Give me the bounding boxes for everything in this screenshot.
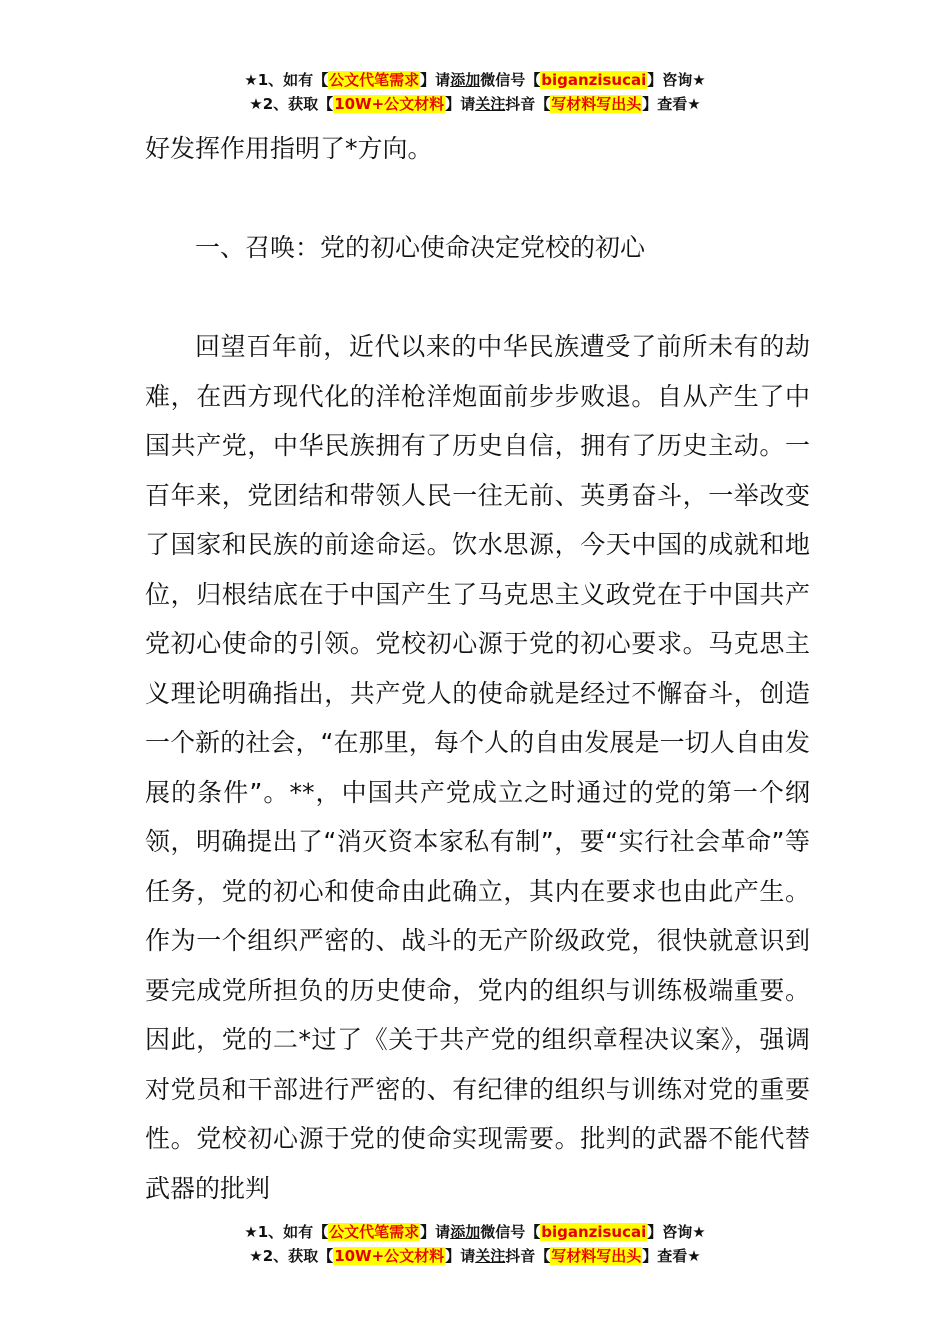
footer-line-2-prefix: ★2、获取【: [249, 1247, 334, 1265]
banner-line-2-prefix: ★2、获取【: [249, 95, 334, 113]
footer-banner-line-1: [0, 1220, 950, 1244]
footer-line-1-mid: 】请: [420, 1223, 451, 1241]
footer-highlight-materials: 10W+公文材料: [334, 1247, 445, 1265]
footer-line-2-suffix: 】查看★: [642, 1247, 701, 1265]
banner-line-2: [0, 92, 950, 116]
header-banner: [0, 68, 950, 116]
footer-highlight-douyin: 写材料写出头: [551, 1247, 642, 1265]
banner-highlight-materials: 10W+公文材料: [334, 95, 445, 113]
banner-underline-follow: 关注: [475, 95, 506, 113]
banner-line-2-suffix: 】查看★: [642, 95, 701, 113]
footer-banner: [0, 1220, 950, 1268]
banner-line-1: [0, 68, 950, 92]
banner-line-2-mid2: 抖音【: [505, 95, 551, 113]
banner-line-1-mid2: 微信号【: [480, 71, 541, 89]
footer-highlight-service: 公文代笔需求: [329, 1223, 420, 1241]
footer-underline-add: 添加: [450, 1223, 481, 1241]
footer-line-1-suffix: 】咨询★: [647, 1223, 706, 1241]
banner-line-1-prefix: ★1、如有【: [244, 71, 329, 89]
banner-highlight-douyin: 写材料写出头: [551, 95, 642, 113]
footer-line-2-mid: 】请: [445, 1247, 476, 1265]
footer-underline-follow: 关注: [475, 1247, 506, 1265]
banner-line-1-mid: 】请: [420, 71, 451, 89]
footer-line-2-mid2: 抖音【: [505, 1247, 551, 1265]
footer-line-1-mid2: 微信号【: [480, 1223, 541, 1241]
banner-line-2-mid: 】请: [445, 95, 476, 113]
continuation-line: 好发挥作用指明了*方向。: [145, 134, 433, 163]
section-heading: 一、召唤：党的初心使命决定党校的初心: [195, 233, 646, 262]
banner-line-1-suffix: 】咨询★: [647, 71, 706, 89]
banner-highlight-wechat-id: biganzisucai: [541, 71, 647, 89]
footer-banner-line-2: [0, 1244, 950, 1268]
banner-underline-add: 添加: [450, 71, 481, 89]
footer-line-1-prefix: ★1、如有【: [244, 1223, 329, 1241]
document-body: [145, 124, 810, 1213]
banner-highlight-service: 公文代笔需求: [329, 71, 420, 89]
footer-highlight-wechat-id: biganzisucai: [541, 1223, 647, 1241]
body-paragraph: 回望百年前，近代以来的中华民族遭受了前所未有的劫难，在西方现代化的洋枪洋炮面前步步败退。自从产生了中国共产党，中华民族拥有了历史自信，拥有了历史主动。一百年来，党团结和带领人民一往无前、英勇奋斗，一举改变了国家和民族的前途命运。饮水思源，今天中国的成就和地位，归根结底在于中国产生了马克思主义政党在于中国共产党初心使命的引领。党校初心源于党的初心要求。马克思主义理论明确指出，共产党人的使命就是经过不懈奋斗，创造一个新的社会，“在那里，每个人的自由发展是一切人自由发展的条件”。**，中国共产党成立之时通过的党的第一个纲领，明确提出了“消灭资本家私有制”，要“实行社会革命”等任务，党的初心和使命由此确立，其内在要求也由此产生。作为一个组织严密的、战斗的无产阶级政党，很快就意识到要完成党所担负的历史使命，党内的组织与训练极端重要。因此，党的二*过了《关于共产党的组织章程决议案》，强调对党员和干部进行严密的、有纪律的组织与训练对党的重要性。党校初心源于党的使命实现需要。批判的武器不能代替武器的批判: [145, 332, 810, 1203]
